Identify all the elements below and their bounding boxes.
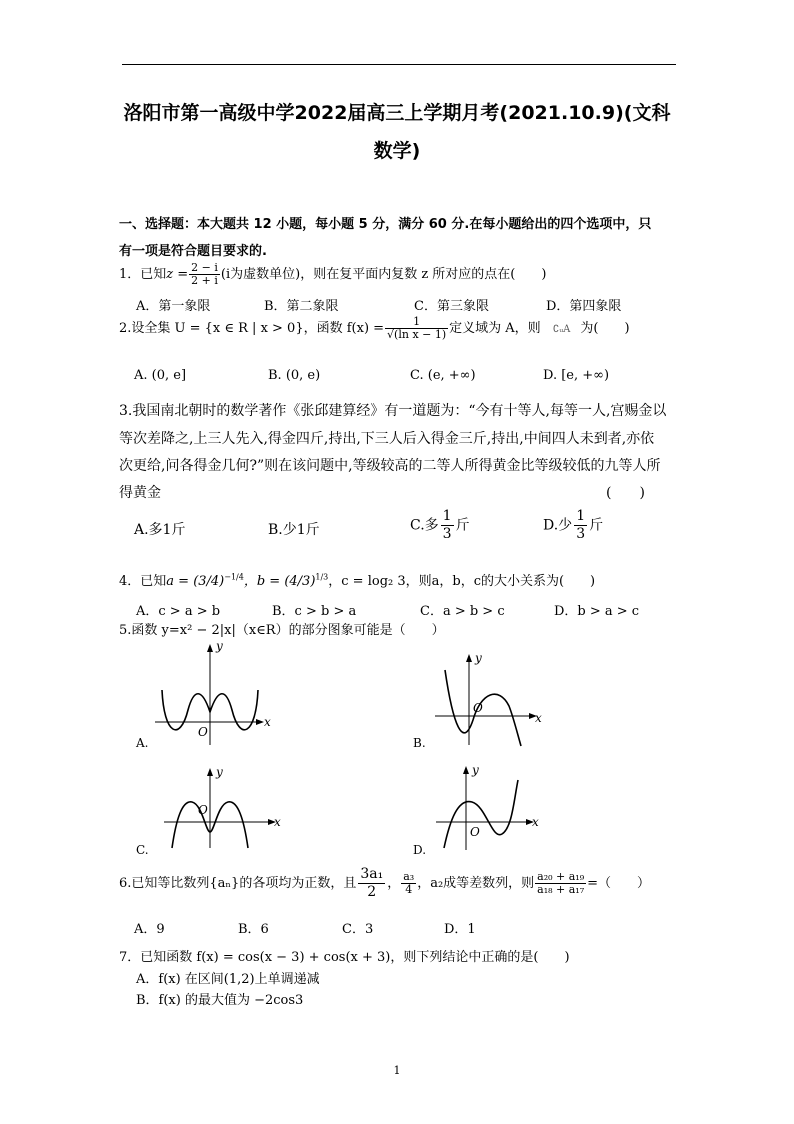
q3-option-d [543, 508, 603, 543]
graph-d-y-label: y [472, 763, 479, 777]
q5-label-c: C. [136, 843, 149, 857]
graph-b-origin: O [473, 701, 483, 715]
q3-c-num: 1 [442, 508, 452, 524]
question-4 [119, 570, 595, 589]
q5-graph-c [158, 762, 288, 852]
graph-a-origin: O [198, 725, 208, 739]
q4-a: a = (3/4) [166, 574, 225, 589]
q4-option-c: C．a > b > c [420, 604, 505, 619]
q3-c-den: 3 [442, 526, 452, 542]
q2-complement: ∁ᵤA [552, 324, 571, 335]
q2-tail: 为( ) [580, 321, 630, 336]
q1-frac-num: 2 − i [191, 261, 218, 274]
q2-fraction [385, 316, 448, 341]
graph-d-origin: O [470, 825, 480, 839]
page-title-cont: 数学) [373, 140, 421, 162]
graph-c-y-label: y [216, 765, 223, 779]
q1-fraction [189, 262, 220, 287]
q3-option-b: B.少1斤 [268, 522, 320, 538]
q2-post: 定义域为 A，则 [449, 321, 541, 336]
q6-f1-num: 3a₁ [360, 866, 384, 882]
q6-frac-2 [401, 871, 416, 896]
q6-option-d: D．1 [444, 922, 476, 937]
q4-a-exp: −1/4 [224, 572, 244, 582]
q4-post: ，c = log₂ 3，则a，b，c的大小关系为( ) [328, 574, 596, 589]
q1-option-b: B．第二象限 [264, 299, 339, 314]
question-6 [119, 866, 650, 901]
q4-b-exp: 1/3 [315, 572, 329, 582]
q6-option-c: C．3 [342, 922, 374, 937]
q5-label-a: A. [136, 736, 149, 750]
q3-line1: 3.我国南北朝时的数学著作《张邱建算经》有一道题为：“今有十等人,每等一人,宫赐金以 [119, 403, 667, 419]
q1-option-d: D．第四象限 [546, 299, 622, 314]
question-1 [119, 262, 546, 287]
q4-b: ，b = (4/3) [243, 574, 316, 589]
q5-graph-a [150, 640, 280, 750]
q3-c-pre: C.多 [410, 517, 439, 534]
q2-frac-num: 1 [385, 316, 448, 329]
graph-a-y-label: y [216, 640, 223, 653]
graph-d-y-arrow [463, 766, 469, 774]
q6-f3-den: a₁₈ + a₁₇ [537, 883, 585, 896]
q3-line2: 等次差降之,上三人先入,得金四斤,持出,下三人后入得金三斤,持出,中间四人未到者,亦依 [119, 431, 655, 447]
q1-post: (i为虚数单位)，则在复平面内复数 z 所对应的点在( ) [220, 267, 547, 282]
q2-option-c: C. (e, +∞) [410, 368, 476, 383]
q2-pre: 2.设全集 U = {x ∈ R | x > 0}，函数 f(x) = [119, 321, 385, 336]
q3-line3: 次更给,问各得金几何?”则在该问题中,等级较高的二等人所得黄金比等级较低的九等人所 [119, 458, 661, 474]
q7-option-b: B．f(x) 的最大值为 −2cos3 [136, 993, 304, 1008]
graph-c-y-arrow [207, 768, 213, 776]
q3-d-fraction [574, 508, 587, 543]
q4-pre: 4．已知 [119, 574, 167, 589]
q2-option-b: B. (0, e) [268, 368, 321, 383]
question-2 [119, 316, 630, 341]
q3-option-c [410, 508, 470, 543]
q3-answer-paren: ( ) [606, 485, 645, 501]
graph-b-y-arrow [466, 654, 472, 662]
q4-option-d: D．b > a > c [554, 604, 640, 619]
q6-option-b: B．6 [238, 922, 269, 937]
q3-d-den: 3 [576, 526, 586, 542]
q4-option-a: A．c > a > b [136, 604, 221, 619]
q6-post: =（ ） [587, 876, 651, 891]
graph-c-origin: O [198, 803, 208, 817]
q6-pre: 6.已知等比数列{aₙ}的各项均为正数，且 [119, 876, 357, 891]
q3-d-num: 1 [576, 508, 586, 524]
page-title: 洛阳市第一高级中学2022届高三上学期月考(2021.10.9)(文科 [123, 102, 671, 124]
question-5: 5.函数 y=x² − 2|x|（x∈R）的部分图象可能是（ ） [119, 623, 445, 638]
graph-d-curve [444, 780, 518, 848]
q1-frac-den: 2 + i [191, 274, 218, 287]
section-heading-cont: 有一项是符合题目要求的. [119, 244, 267, 259]
q6-f3-num: a₂₀ + a₁₉ [537, 870, 585, 883]
q2-frac-den: √(ln x − 1) [387, 328, 447, 341]
q6-mid: ，a₂成等差数列，则 [417, 876, 535, 891]
q4-option-b: B．c > b > a [272, 604, 357, 619]
graph-b-x-label: x [535, 711, 542, 725]
section-heading: 一、选择题：本大题共 12 小题，每小题 5 分，满分 60 分.在每小题给出的四个选项中，只 [119, 217, 652, 232]
q6-frac-3 [535, 871, 586, 896]
q6-comma: ， [387, 876, 401, 891]
q3-option-a: A.多1斤 [134, 522, 186, 538]
q3-d-pre: D.少 [543, 517, 573, 534]
q3-c-post: 斤 [455, 517, 470, 534]
q5-graph-b [425, 650, 555, 750]
q5-label-b: B. [413, 736, 426, 750]
q3-line4: 得黄金 [119, 485, 161, 501]
graph-d-x-label: x [532, 815, 539, 829]
q3-c-fraction [441, 508, 454, 543]
question-7: 7．已知函数 f(x) = cos(x − 3) + cos(x + 3)，则下列结论中正确的是( ) [119, 950, 570, 965]
q1-z: z = [166, 267, 189, 282]
q6-f1-den: 2 [367, 884, 377, 900]
q2-option-a: A. (0, e] [134, 368, 187, 383]
graph-a-y-arrow [207, 644, 213, 652]
q5-label-d: D. [413, 843, 427, 857]
graph-c-x-label: x [274, 815, 281, 829]
q5-graph-d [430, 760, 560, 855]
graph-a-x-label: x [264, 715, 271, 729]
q1-option-a: A．第一象限 [136, 299, 211, 314]
graph-a-x-arrow [256, 719, 264, 725]
graph-b-y-label: y [475, 651, 482, 665]
q6-f2-den: 4 [405, 883, 413, 896]
graph-b-curve [445, 670, 521, 746]
q6-f2-num: a₃ [403, 870, 415, 883]
q7-option-a: A．f(x) 在区间(1,2)上单调递减 [136, 972, 320, 987]
page-number: 1 [393, 1064, 401, 1077]
q3-d-post: 斤 [589, 517, 604, 534]
header-rule [122, 64, 676, 65]
q1-option-c: C．第三象限 [414, 299, 489, 314]
q6-option-a: A．9 [134, 922, 165, 937]
q2-option-d: D. [e, +∞) [543, 368, 610, 383]
q6-frac-1 [358, 866, 385, 901]
q1-pre: 1．已知 [119, 267, 167, 282]
